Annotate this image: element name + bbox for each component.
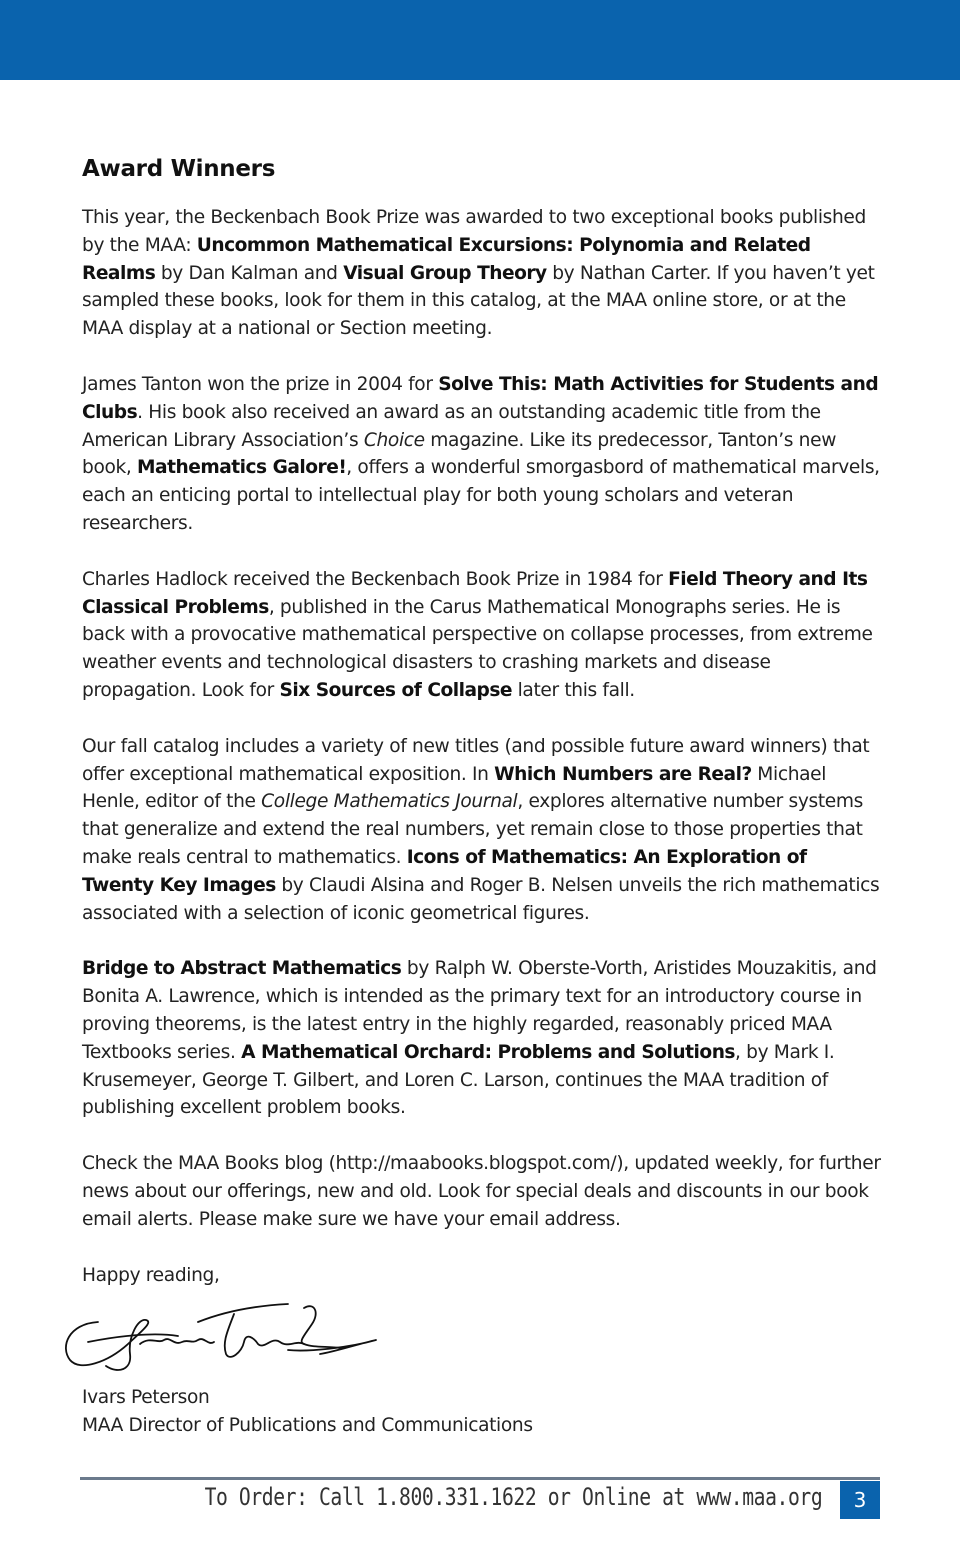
paragraph-tanton: James Tanton won the prize in 2004 for Solve This: Math Activities for Students and Clubs. His book also received an award as an outstanding academic title from the American Library Association’s Choice magazine. Like its predecessor, Tanton’s new book, Mathematics Galore!, offers a wonderful smorgasbord of mathematical marvels, each an enticing portal to intellectual play for both young scholars and veteran researchers. xyxy=(82,373,880,534)
page-number-badge: 3 xyxy=(840,1481,880,1519)
paragraph-hadlock: Charles Hadlock received the Beckenbach Book Prize in 1984 for Field Theory and Its Classical Problems, published in the Carus Mathematical Monographs series. He is back with a provocative mathematical perspective on collapse processes, from extreme weather events and technological disasters to crashing markets and disease propagation. Look for Six Sources of Collapse later this fall. xyxy=(82,568,873,701)
book-title-field-theory: Field Theory and Its Classical Problems xyxy=(82,568,868,618)
page-title: Award Winners xyxy=(82,156,276,182)
book-title-icons-of-mathematics: Icons of Mathematics: An Exploration of Twenty Key Images xyxy=(82,846,807,896)
signer-block xyxy=(82,1384,533,1440)
handwritten-signature xyxy=(58,1292,388,1382)
book-title-which-numbers: Which Numbers are Real? xyxy=(494,763,752,785)
closing-line: Happy reading, xyxy=(82,1264,220,1286)
journal-title-cmj: College Mathematics Journal xyxy=(261,791,518,813)
paragraph-textbooks: Bridge to Abstract Mathematics by Ralph W. Oberste-Vorth, Aristides Mouzakitis, and Bonita A. Lawrence, which is intended as the primary text for an introductory course in proving theorems, is the latest entry in the highly regarded, reasonably priced MAA Textbooks series. A Mathematical Orchard: Problems and Solutions, by Mark I. Krusemeyer, George T. Gilbert, and Loren C. Larson, continues the MAA tradition of publishing excellent problem books. xyxy=(82,958,877,1119)
order-info: To Order: Call 1.800.331.1622 or Online at www.maa.org xyxy=(204,1483,822,1511)
footer-divider xyxy=(80,1477,880,1480)
paragraph-beckenbach-2012: This year, the Beckenbach Book Prize was awarded to two exceptional books published by the MAA: Uncommon Mathematical Excursions: Polynomia and Related Realms by Dan Kalman and Visual Group Theory by Nathan Carter. If you haven’t yet sampled these books, look for them in this catalog, at the MAA online store, or at the MAA display at a national or Section meeting. xyxy=(82,207,875,340)
book-title-six-sources: Six Sources of Collapse xyxy=(279,679,513,701)
signer-name: Ivars Peterson xyxy=(82,1387,210,1408)
book-title-mathematical-orchard: A Mathematical Orchard: Problems and Solutions xyxy=(241,1041,735,1063)
magazine-title-choice: Choice xyxy=(363,429,425,451)
signer-title: MAA Director of Publications and Communications xyxy=(82,1415,533,1436)
paragraph-fall-catalog: Our fall catalog includes a variety of new titles (and possible future award winners) that offer exceptional mathematical exposition. In Which Numbers are Real? Michael Henle, editor of the College Mathematics Journal, explores alternative number systems that generalize and extend the real numbers, yet remain close to those properties that make reals central to mathematics. Icons of Mathematics: An Exploration of Twenty Key Images by Claudi Alsina and Roger B. Nelsen unveils the rich mathematics associated with a selection of iconic geometrical figures. xyxy=(82,735,880,924)
header-band xyxy=(0,0,960,80)
book-title-solve-this: Solve This: Math Activities for Students and Clubs xyxy=(82,373,879,423)
book-title-mathematics-galore: Mathematics Galore! xyxy=(137,457,347,479)
letter-body xyxy=(82,156,882,1289)
book-title-uncommon-excursions: Uncommon Mathematical Excursions: Polynomia and Related Realms xyxy=(82,234,811,284)
book-title-visual-group-theory: Visual Group Theory xyxy=(343,262,547,284)
paragraph-blog: Check the MAA Books blog (http://maabooks.blogspot.com/), updated weekly, for further news about our offerings, new and old. Look for special deals and discounts in our book email alerts. Please make sure we have your email address. xyxy=(82,1153,881,1230)
book-title-bridge-abstract: Bridge to Abstract Mathematics xyxy=(82,958,402,980)
